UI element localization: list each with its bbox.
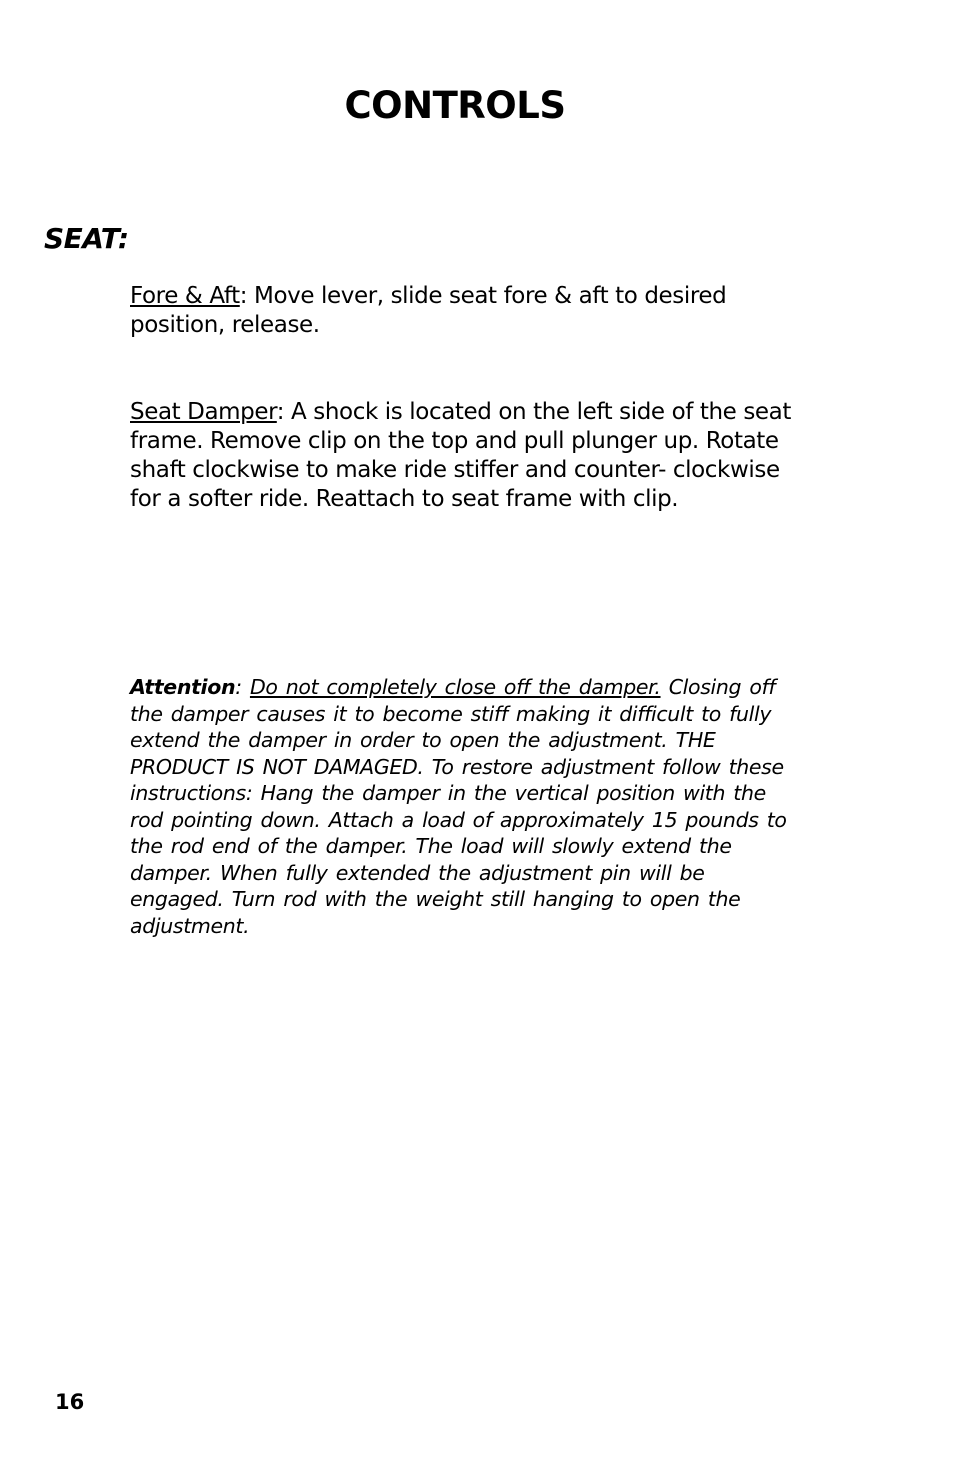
fore-aft-term: Fore & Aft [130,283,240,309]
page-title: CONTROLS [344,84,566,127]
seat-damper-term: Seat Damper [130,399,277,425]
attention-separator: : [235,675,250,699]
section-heading-seat: SEAT: [44,222,129,255]
attention-note [130,674,800,939]
attention-label: Attention [130,675,236,699]
page-number: 16 [55,1390,85,1414]
fore-aft-text: : Move lever, slide seat fore & aft to desired position, release. [130,283,727,338]
fore-aft-paragraph [130,282,810,340]
seat-damper-paragraph [130,398,810,514]
attention-warning: Do not completely close off the damper. [249,675,661,699]
seat-damper-text: : A shock is located on the left side of the seat frame. Remove clip on the top and pull plunger up. Rotate shaft clockwise to make ride stiffer and counter- clockwise for a softer ride. Reattach to seat frame with clip. [130,399,791,512]
attention-body: Closing off the damper causes it to become stiff making it difficult to fully extend the damper in order to open the adjustment. THE PRODUCT IS NOT DAMAGED. To restore adjustment follow these instructions: Hang the damper in the vertical position with the rod pointing down. Attach a load of approximately 15 pounds to the rod end of the damper. The load will slowly extend the damper. When fully extended the adjustment pin will be engaged. Turn rod with the weight still hanging to open the adjustment. [130,675,787,938]
